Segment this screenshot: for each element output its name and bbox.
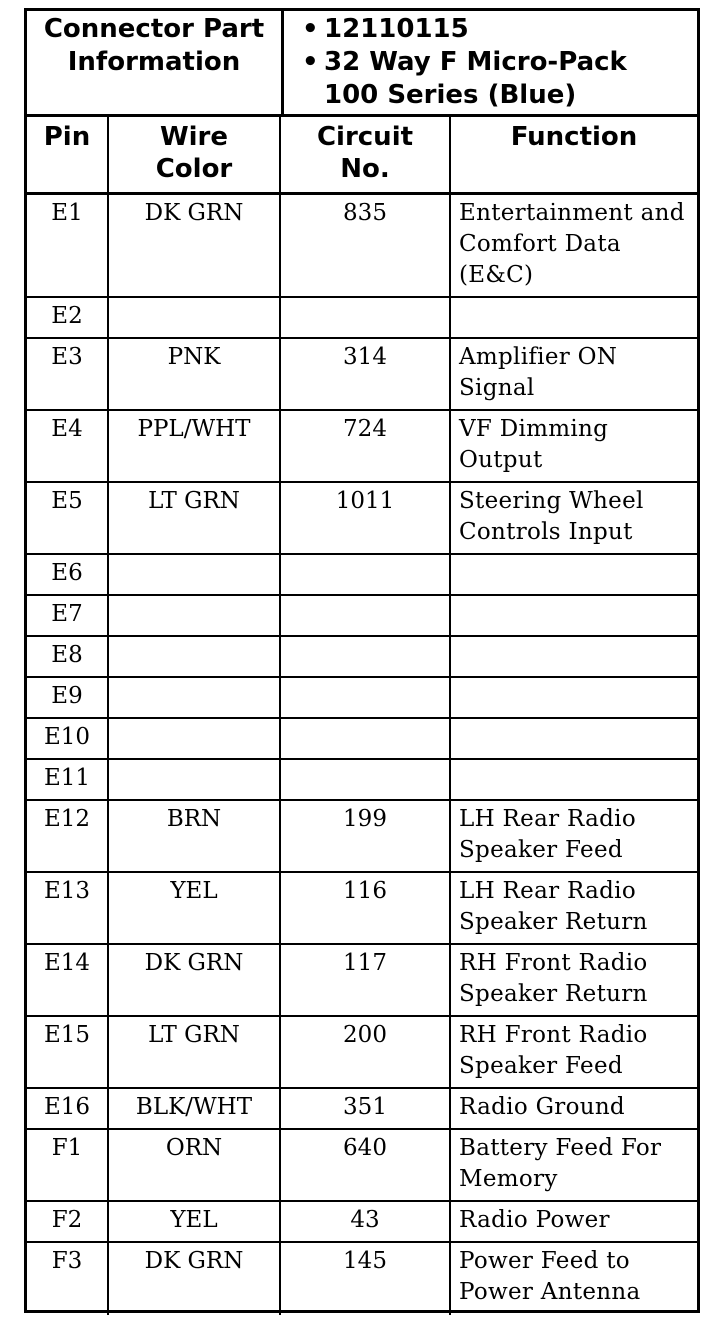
function-cell	[451, 1130, 697, 1200]
wire-color-cell: PPL/WHT	[109, 411, 281, 481]
function-line: Power Antenna	[459, 1279, 641, 1305]
function-line: Steering Wheel	[459, 488, 644, 514]
table-row	[27, 596, 697, 637]
pin-cell: E10	[27, 719, 109, 758]
function-cell	[451, 719, 697, 758]
wire-color-cell	[109, 760, 281, 799]
table-row	[27, 555, 697, 596]
circuit-header-line1: Circuit	[316, 122, 414, 152]
circuit-header-line2: No.	[340, 154, 390, 184]
function-line: Entertainment and	[459, 200, 685, 226]
function-line: Controls Input	[459, 519, 633, 545]
circuit-cell: 1011	[281, 483, 451, 553]
pin-cell: F3	[27, 1243, 109, 1315]
circuit-cell: 43	[281, 1202, 451, 1241]
wire-color-cell: YEL	[109, 873, 281, 943]
function-cell	[451, 873, 697, 943]
pin-cell: E11	[27, 760, 109, 799]
function-line: Speaker Feed	[459, 1053, 623, 1079]
pin-cell: E1	[27, 195, 109, 296]
pin-cell: E14	[27, 945, 109, 1015]
table-row	[27, 339, 697, 411]
pin-cell: E16	[27, 1089, 109, 1128]
table-body	[27, 195, 697, 1315]
column-header-pin	[27, 117, 109, 192]
function-line: LH Rear Radio	[459, 806, 636, 832]
circuit-cell: 724	[281, 411, 451, 481]
wire-color-cell: LT GRN	[109, 483, 281, 553]
wire-color-cell: DK GRN	[109, 195, 281, 296]
pin-cell: F2	[27, 1202, 109, 1241]
function-cell	[451, 801, 697, 871]
circuit-cell	[281, 298, 451, 337]
circuit-cell: 351	[281, 1089, 451, 1128]
pin-cell: E4	[27, 411, 109, 481]
table-row	[27, 637, 697, 678]
circuit-cell: 116	[281, 873, 451, 943]
circuit-cell: 200	[281, 1017, 451, 1087]
pin-header-text: Pin	[43, 122, 91, 152]
table-row	[27, 411, 697, 483]
wire-color-cell	[109, 596, 281, 635]
wire-color-cell	[109, 678, 281, 717]
table-row	[27, 760, 697, 801]
pin-cell: E5	[27, 483, 109, 553]
circuit-cell: 117	[281, 945, 451, 1015]
function-line: Comfort Data	[459, 231, 621, 257]
wire-color-cell: ORN	[109, 1130, 281, 1200]
function-cell	[451, 411, 697, 481]
table-row	[27, 1243, 697, 1315]
function-cell	[451, 555, 697, 594]
wire-header-line1: Wire	[159, 122, 229, 152]
pin-cell: E8	[27, 637, 109, 676]
table-row	[27, 945, 697, 1017]
wire-header-line2: Color	[155, 154, 233, 184]
function-line: Memory	[459, 1166, 558, 1192]
wire-color-cell: LT GRN	[109, 1017, 281, 1087]
connector-label-line1: Connector Part	[43, 14, 265, 44]
function-cell	[451, 1243, 697, 1315]
function-cell	[451, 298, 697, 337]
function-line: Speaker Return	[459, 909, 648, 935]
circuit-cell	[281, 678, 451, 717]
function-header-text: Function	[510, 122, 638, 152]
circuit-cell: 640	[281, 1130, 451, 1200]
column-header-wire-color	[109, 117, 281, 192]
pin-cell: E3	[27, 339, 109, 409]
function-cell	[451, 1017, 697, 1087]
wire-color-cell: DK GRN	[109, 945, 281, 1015]
function-cell	[451, 1202, 697, 1241]
connector-description-line1: • 32 Way F Micro-Pack	[324, 46, 697, 79]
table-row	[27, 1017, 697, 1089]
function-cell	[451, 678, 697, 717]
table-row	[27, 801, 697, 873]
circuit-cell	[281, 637, 451, 676]
table-row	[27, 1089, 697, 1130]
circuit-cell	[281, 719, 451, 758]
circuit-cell: 314	[281, 339, 451, 409]
wire-color-cell	[109, 719, 281, 758]
pin-cell: E13	[27, 873, 109, 943]
function-line: LH Rear Radio	[459, 878, 636, 904]
wire-color-cell: BRN	[109, 801, 281, 871]
circuit-cell	[281, 555, 451, 594]
part-number: • 12110115	[324, 13, 697, 46]
function-cell	[451, 945, 697, 1015]
wire-color-cell	[109, 555, 281, 594]
wire-color-cell: PNK	[109, 339, 281, 409]
function-line: Radio Power	[459, 1207, 610, 1233]
function-line: RH Front Radio	[459, 950, 648, 976]
table-row	[27, 1130, 697, 1202]
function-line: RH Front Radio	[459, 1022, 648, 1048]
function-line: VF Dimming	[459, 416, 609, 442]
table-row	[27, 1202, 697, 1243]
connector-info-details	[284, 11, 697, 116]
function-cell	[451, 637, 697, 676]
function-line: (E&C)	[459, 262, 534, 288]
connector-info-label	[27, 11, 284, 114]
connector-label-line2: Information	[67, 47, 241, 77]
table-row	[27, 678, 697, 719]
pin-cell: E9	[27, 678, 109, 717]
function-cell	[451, 1089, 697, 1128]
function-cell	[451, 339, 697, 409]
function-line: Battery Feed For	[459, 1135, 662, 1161]
function-line: Speaker Return	[459, 981, 648, 1007]
column-header-circuit	[281, 117, 451, 192]
column-headers	[27, 117, 697, 195]
table-row	[27, 298, 697, 339]
wire-color-cell: YEL	[109, 1202, 281, 1241]
pin-cell: E15	[27, 1017, 109, 1087]
connector-description-line2: 100 Series (Blue)	[324, 80, 577, 110]
circuit-cell: 199	[281, 801, 451, 871]
circuit-cell: 835	[281, 195, 451, 296]
circuit-cell: 145	[281, 1243, 451, 1315]
function-cell	[451, 596, 697, 635]
function-line: Radio Ground	[459, 1094, 625, 1120]
connector-table	[24, 8, 700, 1313]
pin-cell: E12	[27, 801, 109, 871]
column-header-function	[451, 117, 697, 192]
circuit-cell	[281, 760, 451, 799]
wire-color-cell: DK GRN	[109, 1243, 281, 1315]
wire-color-cell	[109, 298, 281, 337]
function-cell	[451, 195, 697, 296]
function-line: Signal	[459, 375, 535, 401]
pin-cell: E6	[27, 555, 109, 594]
pin-cell: E7	[27, 596, 109, 635]
table-row	[27, 195, 697, 298]
table-row	[27, 873, 697, 945]
function-line: Output	[459, 447, 543, 473]
circuit-cell	[281, 596, 451, 635]
function-line: Power Feed to	[459, 1248, 630, 1274]
pin-cell: E2	[27, 298, 109, 337]
connector-info-header	[27, 11, 697, 117]
table-row	[27, 719, 697, 760]
pin-cell: F1	[27, 1130, 109, 1200]
function-line: Speaker Feed	[459, 837, 623, 863]
function-line: Amplifier ON	[459, 344, 618, 370]
function-cell	[451, 760, 697, 799]
wire-color-cell: BLK/WHT	[109, 1089, 281, 1128]
wire-color-cell	[109, 637, 281, 676]
table-row	[27, 483, 697, 555]
function-cell	[451, 483, 697, 553]
